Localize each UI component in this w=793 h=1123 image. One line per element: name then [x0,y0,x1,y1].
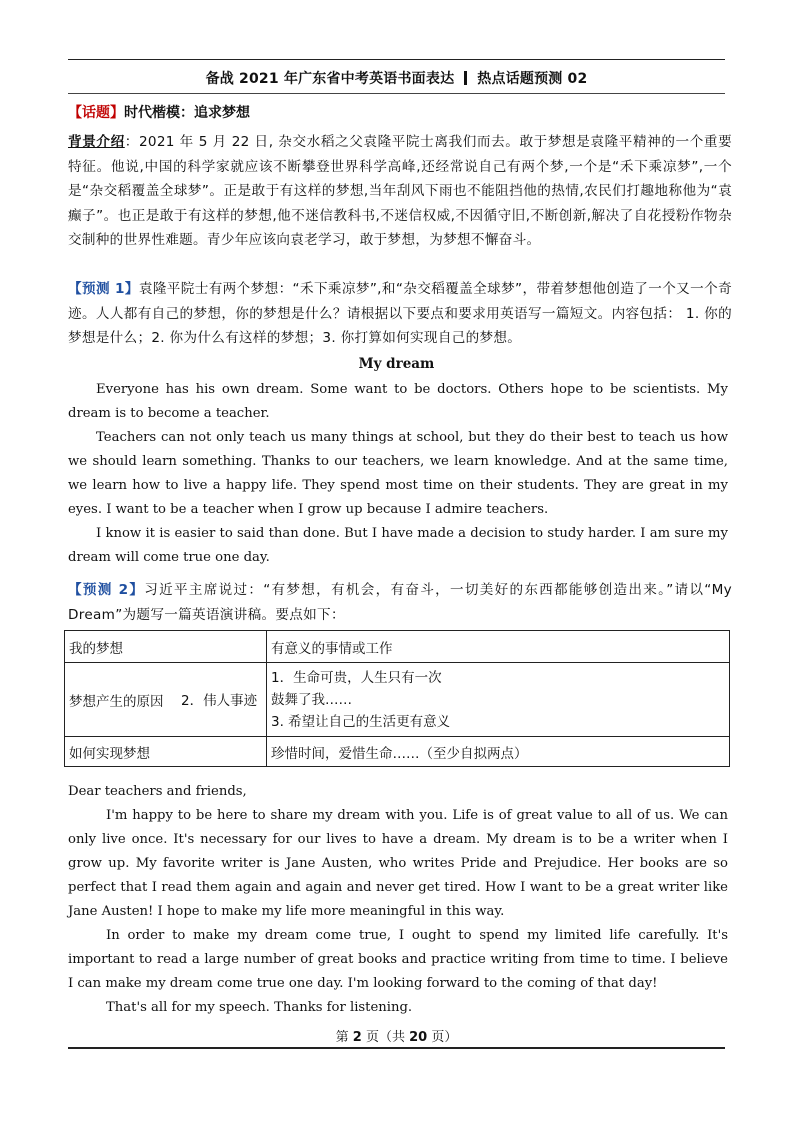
footer-rule [68,1047,725,1049]
prediction2-prompt [68,578,732,627]
page-footer [68,1026,725,1045]
topic-line [68,102,250,122]
header-divider [464,71,467,85]
prediction1-tag: 【预测 1】 [68,281,139,297]
reason-line2-b: 鼓舞了我…… [271,691,352,708]
speech-paragraph: That's all for my speech. Thanks for listening. [106,1000,413,1015]
table-row [65,663,730,737]
essay1-paragraph: Everyone has his own dream. Some want to be doctors. Others hope to be scientists. My dream is to become a teacher. [68,382,728,421]
footer-prefix: 第 [335,1030,349,1045]
reason-line3: 3. 希望让自己的生活更有意义 [271,713,451,730]
table-row [65,631,730,663]
speech-paragraph: I'm happy to be here to share my dream with you. Life is of great value to all of us. We can only live once. It's necessary for our lives to have a dream. My dream is to be a writer when I grow up. My favorite writer is Jane Austen, who writes Pride and Prejudice. Her books are so perfect that I read them again and again and never get tired. How I want to be a great writer like Jane Austen! I hope to make my life more meaningful in this way. [68,808,728,919]
table-cell-label: 我的梦想 [65,631,267,663]
essay1-body [68,378,728,570]
requirements-table [64,630,730,767]
header-title-left: 备战 2021 年广东省中考英语书面表达 [205,71,455,87]
speech-paragraph: In order to make my dream come true, I ought to spend my limited life carefully. It's important to read a large number of great books and practice writing from time to time. I believe I can make my dream come true one day. I'm looking forward to the coming of that day! [68,928,728,991]
speech-body [68,780,728,1020]
table-row [65,737,730,767]
background-paragraph [68,130,732,253]
reason-label: 梦想产生的原因 [69,693,164,710]
footer-total-pages: 20 [409,1030,428,1045]
reason-line2-a: 2．伟人事迹 [181,693,258,709]
page-header [68,68,725,88]
speech-salutation: Dear teachers and friends, [68,784,247,799]
background-text: ：2021 年 5 月 22 日, 杂交水稻之父袁隆平院士离我们而去。敢于梦想是袁隆平精神的一个重要特征。他说,中国的科学家就应该不断攀登世界科学高峰,还经常说自己有两个梦,一个是“禾下乘凉梦”,一个是“杂交稻覆盖全球梦”。正是敢于有这样的梦想,当年刮风下雨也不能阻挡他的热情,农民们打趣地称他为“袁癫子”。也正是敢于有这样的梦想,他不迷信教科书,不迷信权威,不因循守旧,不断创新,解决了自花授粉作物杂交制种的世界性难题。青少年应该向袁老学习，敢于梦想，为梦想不懈奋斗。 [68,134,732,248]
header-rule [68,93,725,94]
footer-middle: 页（共 [365,1030,405,1045]
footer-suffix: 页） [431,1030,458,1045]
header-title-right: 热点话题预测 02 [477,71,588,87]
prediction1-prompt [68,277,732,351]
essay1-paragraph: I know it is easier to said than done. But I have made a decision to study harder. I am sure my dream will come true one day. [68,526,728,565]
table-cell-label: 如何实现梦想 [65,737,267,767]
table-cell-label [65,663,267,737]
prediction1-text: 袁隆平院士有两个梦想：“禾下乘凉梦”,和“杂交稻覆盖全球梦”，带着梦想他创造了一个又一个奇迹。人人都有自己的梦想，你的梦想是什么？请根据以下要点和要求用英语写一篇短文。内容包括： 1. 你的梦想是什么；2. 你为什么有这样的梦想；3. 你打算如何实现自己的梦想。 [68,281,732,346]
table-cell-content: 珍惜时间，爱惜生命……（至少自拟两点） [267,737,730,767]
top-rule [68,59,725,60]
footer-page-number: 2 [352,1030,362,1045]
table-cell-content: 有意义的事情或工作 [267,631,730,663]
topic-tag: 【话题】 [68,105,124,121]
essay1-title: My dream [358,356,435,372]
reason-line1: 1．生命可贵，人生只有一次 [271,669,442,686]
topic-text: 时代楷模：追求梦想 [124,105,250,121]
table-cell-content [267,663,730,737]
prediction2-tag: 【预测 2】 [68,582,145,598]
background-label: 背景介绍 [68,134,125,150]
prediction2-text: 习近平主席说过：“有梦想，有机会，有奋斗，一切美好的东西都能够创造出来。”请以“My Dream”为题写一篇英语演讲稿。要点如下： [68,582,732,623]
essay1-paragraph: Teachers can not only teach us many things at school, but they do their best to teach us how we should learn something. Thanks to our teachers, we learn knowledge. And at the same time, we learn how to live a happy life. They spend most time on their students. They are great in my eyes. I want to be a teacher when I grow up because I admire teachers. [68,430,728,517]
